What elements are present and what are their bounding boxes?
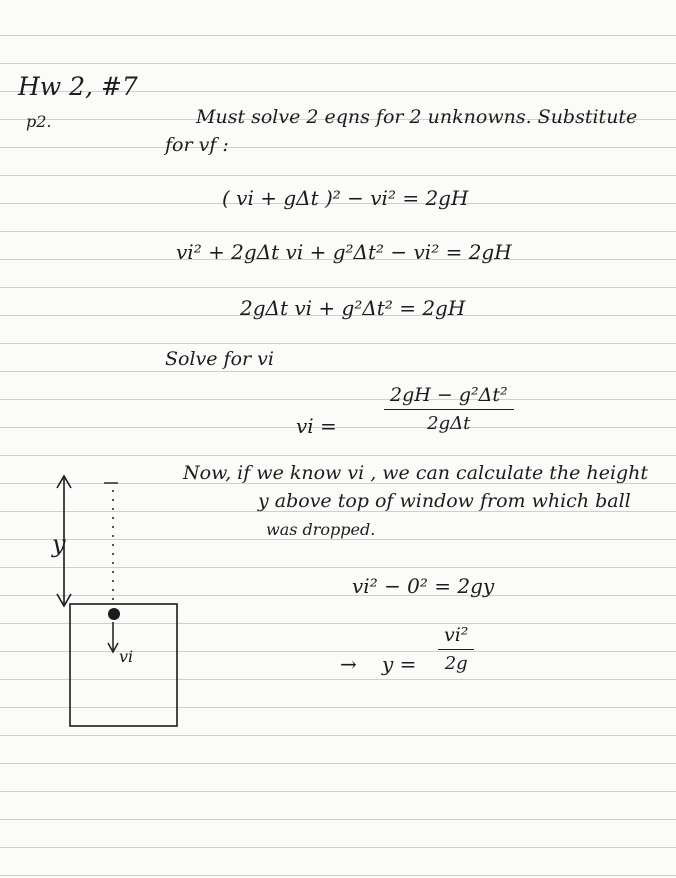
equation-1: ( vi + gΔt )² − vi² = 2gH xyxy=(222,186,469,210)
result-equation: vi² − 0² = 2gy xyxy=(352,574,495,598)
result-lhs: y = xyxy=(382,652,417,676)
equation-2: vi² + 2gΔt vi + g²Δt² − vi² = 2gH xyxy=(176,240,512,264)
page-number: p2. xyxy=(26,112,52,131)
result-numerator: vi² xyxy=(438,624,474,650)
equation-3: 2gΔt vi + g²Δt² = 2gH xyxy=(240,296,466,320)
explanation-line-3: was dropped. xyxy=(266,520,376,539)
ball xyxy=(108,608,120,620)
intro-line-2: for vf : xyxy=(165,134,229,156)
intro-line-1: Must solve 2 eqns for 2 unknowns. Substitute xyxy=(196,106,638,128)
result-denominator: 2g xyxy=(444,653,468,674)
explanation-line-2: y above top of window from which ball xyxy=(258,490,631,512)
result-arrow: → xyxy=(340,652,357,676)
explanation-line-1: Now, if we know vi , we can calculate the height xyxy=(183,462,649,484)
height-label: y xyxy=(52,530,66,558)
velocity-label: vi xyxy=(119,647,134,666)
solve-denominator: 2gΔt xyxy=(427,413,471,434)
homework-title: Hw 2, #7 xyxy=(18,72,138,101)
solve-numerator: 2gH − g²Δt² xyxy=(384,384,514,410)
solve-lhs: vi = xyxy=(296,414,337,438)
solve-label: Solve for vi xyxy=(165,348,274,370)
